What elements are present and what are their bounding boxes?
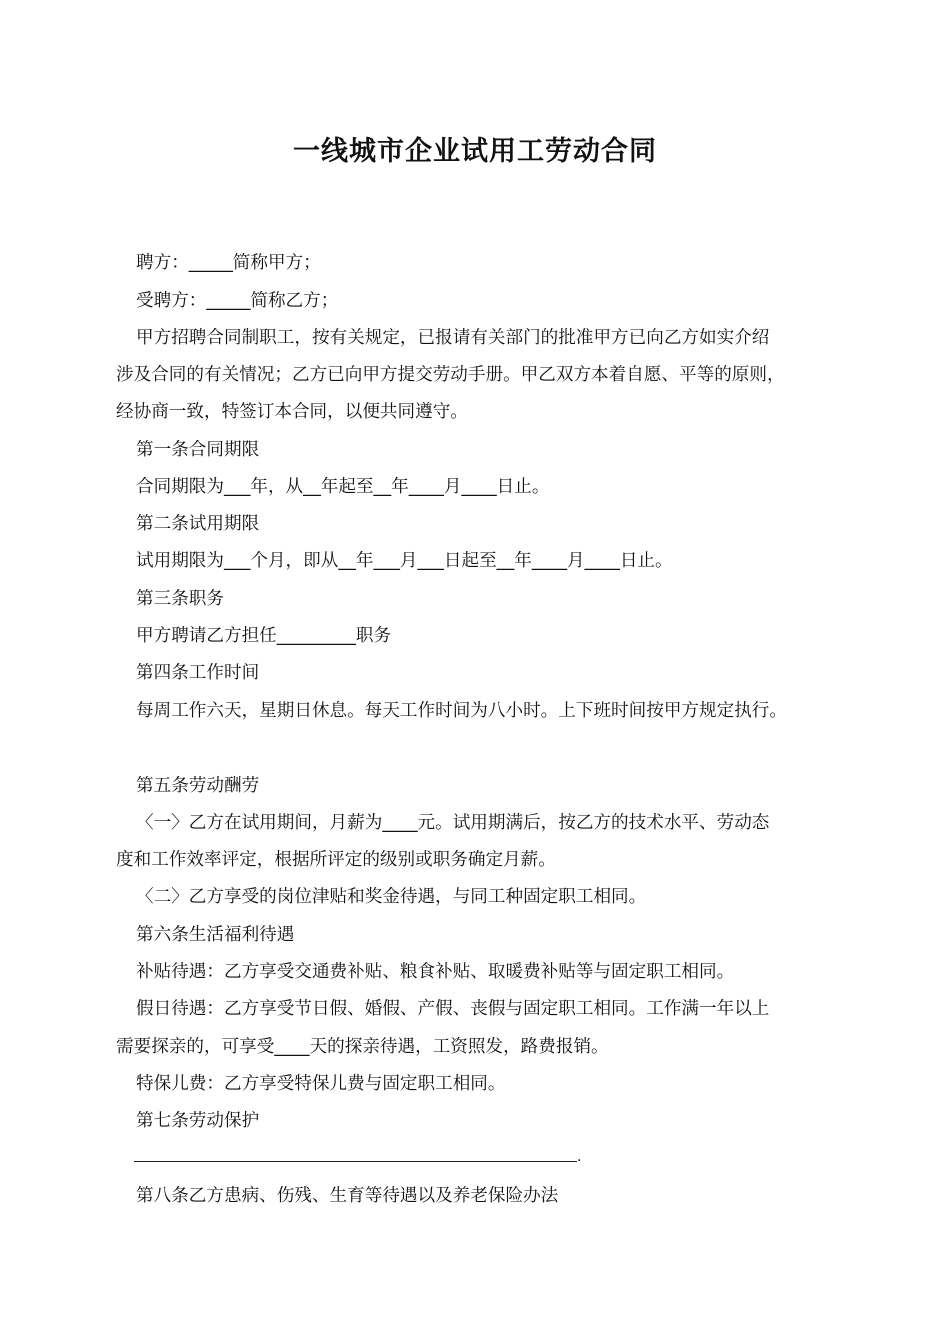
article-2-body: 试用期限为___个月，即从__年___月___日起至__年____月____日止。	[136, 551, 673, 571]
article-6-holiday-line-1: 假日待遇：乙方享受节日假、婚假、产假、丧假与固定职工相同。工作满一年以上	[136, 999, 770, 1019]
article-8-heading: 第八条乙方患病、伤残、生育等待遇以及养老保险办法	[136, 1186, 559, 1206]
document-title: 一线城市企业试用工劳动合同	[293, 136, 657, 167]
article-1-heading: 第一条合同期限	[136, 440, 260, 460]
article-4-heading: 第四条工作时间	[136, 663, 260, 683]
article-5-heading: 第五条劳动酬劳	[136, 776, 260, 796]
preamble-line-1: 甲方招聘合同制职工，按有关规定，已报请有关部门的批准甲方已向乙方如实介绍	[136, 328, 770, 348]
article-1-body: 合同期限为___年，从__年起至__年____月____日止。	[136, 477, 550, 497]
article-3-body: 甲方聘请乙方担任_________职务	[136, 626, 392, 646]
article-6-subsidy: 补贴待遇：乙方享受交通费补贴、粮食补贴、取暖费补贴等与固定职工相同。	[136, 962, 735, 982]
article-3-heading: 第三条职务	[136, 589, 224, 609]
blank-line-period: .	[577, 1149, 582, 1165]
article-5-item-1-line-1: 〈一〉乙方在试用期间，月薪为____元。试用期满后，按乙方的技术水平、劳动态	[136, 813, 770, 833]
article-7-heading: 第七条劳动保护	[136, 1111, 260, 1131]
employer-line: 聘方：_____简称甲方；	[136, 253, 321, 273]
article-6-childcare: 特保儿费：乙方享受特保儿费与固定职工相同。	[136, 1074, 506, 1094]
preamble-line-3: 经协商一致，特签订本合同，以便共同遵守。	[116, 402, 468, 422]
article-5-item-2: 〈二〉乙方享受的岗位津贴和奖金待遇，与同工种固定职工相同。	[136, 887, 647, 907]
preamble-line-2: 涉及合同的有关情况；乙方已向甲方提交劳动手册。甲乙双方本着自愿、平等的原则，	[116, 365, 785, 385]
article-2-heading: 第二条试用期限	[136, 514, 260, 534]
employee-line: 受聘方：_____简称乙方；	[136, 291, 339, 311]
article-6-holiday-line-2: 需要探亲的，可享受____天的探亲待遇，工资照发，路费报销。	[116, 1037, 609, 1057]
article-4-body: 每周工作六天，星期日休息。每天工作时间为八小时。上下班时间按甲方规定执行。	[136, 701, 787, 721]
article-6-heading: 第六条生活福利待遇	[136, 925, 295, 945]
article-5-item-1-line-2: 度和工作效率评定，根据所评定的级别或职务确定月薪。	[116, 850, 556, 870]
article-7-blank-line	[134, 1161, 577, 1162]
